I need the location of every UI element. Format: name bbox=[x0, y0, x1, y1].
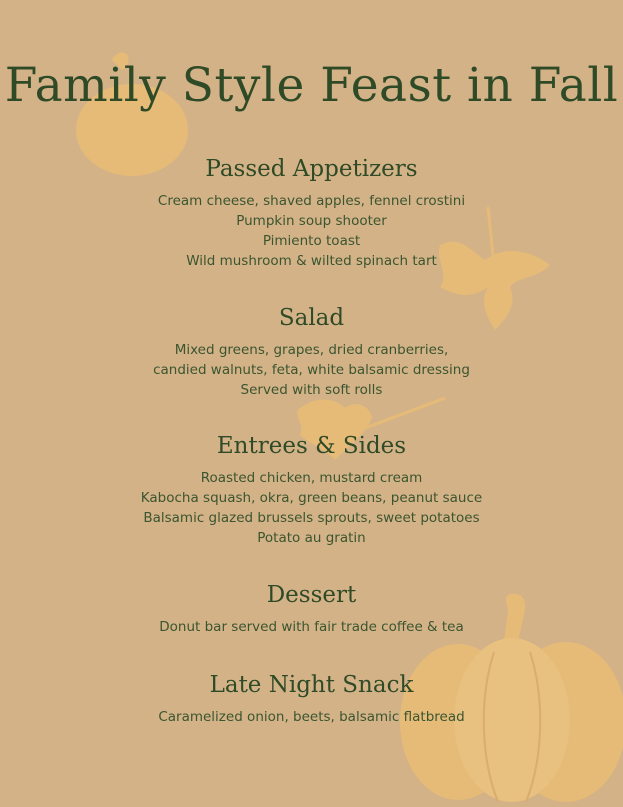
section-dessert bbox=[0, 580, 623, 637]
section-passed-appetizers bbox=[0, 154, 623, 271]
menu-item: candied walnuts, feta, white balsamic dressing bbox=[153, 362, 470, 378]
section-heading: Entrees & Sides bbox=[216, 433, 407, 459]
menu-item: Donut bar served with fair trade coffee & tea bbox=[159, 619, 464, 635]
section-late-night-snack bbox=[0, 670, 623, 727]
menu-item: Caramelized onion, beets, balsamic flatbread bbox=[158, 709, 465, 725]
menu-item: Pimiento toast bbox=[262, 233, 361, 249]
section-heading: Dessert bbox=[266, 582, 357, 608]
menu-title: Family Style Feast in Fall bbox=[4, 58, 619, 113]
menu-item: Wild mushroom & wilted spinach tart bbox=[186, 253, 437, 269]
section-salad bbox=[0, 303, 623, 400]
menu-item: Roasted chicken, mustard cream bbox=[200, 470, 423, 486]
menu-item: Pumpkin soup shooter bbox=[236, 213, 387, 229]
menu-item: Served with soft rolls bbox=[240, 382, 383, 398]
menu-item: Kabocha squash, okra, green beans, peanut sauce bbox=[140, 490, 483, 506]
section-heading: Late Night Snack bbox=[209, 672, 414, 698]
section-heading: Passed Appetizers bbox=[205, 156, 418, 182]
menu-item: Cream cheese, shaved apples, fennel crostini bbox=[157, 193, 466, 209]
section-entrees-sides bbox=[0, 431, 623, 548]
menu-item: Mixed greens, grapes, dried cranberries, bbox=[174, 342, 449, 358]
menu-item: Balsamic glazed brussels sprouts, sweet potatoes bbox=[143, 510, 480, 526]
menu-item: Potato au gratin bbox=[257, 530, 366, 546]
section-heading: Salad bbox=[278, 305, 345, 331]
